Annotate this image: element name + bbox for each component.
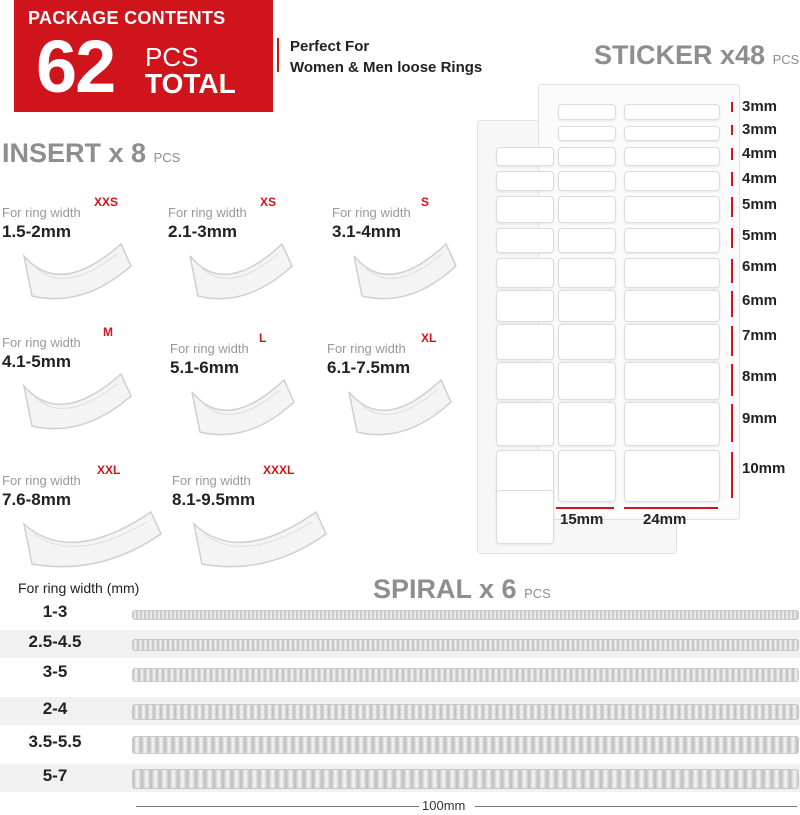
insert-width-range: 7.6-8mm: [2, 490, 71, 509]
width-bar-15: [556, 507, 614, 509]
perfect-line-1: Perfect For: [290, 38, 370, 55]
spiral-width-label: 3.5-5.5: [28, 732, 82, 751]
insert-width-label: For ring width: [332, 205, 411, 220]
insert-width-label: For ring width: [172, 473, 251, 488]
sticker-pad: [624, 171, 720, 191]
sticker-pad: [496, 171, 554, 191]
spiral-header: For ring width (mm): [18, 580, 140, 596]
sticker-pad: [496, 258, 554, 288]
sticker-pad: [624, 290, 720, 322]
width-bar-24: [624, 507, 718, 509]
sticker-pad: [558, 171, 616, 191]
sticker-pad: [558, 324, 616, 360]
insert-width-range: 3.1-4mm: [332, 222, 401, 241]
sticker-size-label: 6mm: [742, 258, 778, 275]
sticker-size-label: 8mm: [742, 368, 778, 385]
sticker-pad: [496, 490, 554, 544]
sticker-pad: [624, 104, 720, 120]
insert-size-code: M: [103, 325, 113, 339]
insert-size-code: XXXL: [263, 463, 295, 477]
width-label-24: 24mm: [643, 511, 687, 528]
insert-title-suffix: PCS: [153, 150, 181, 165]
spiral-coil: [132, 668, 799, 682]
sticker-pad: [624, 324, 720, 360]
sticker-pad: [624, 258, 720, 288]
insert-illustration: [186, 236, 296, 306]
sticker-title-suffix: PCS: [772, 52, 800, 67]
sticker-pad: [496, 362, 554, 400]
package-contents-badge: [14, 0, 273, 112]
sticker-pad: [558, 228, 616, 253]
sticker-size-label: 7mm: [742, 327, 778, 344]
size-marker-bar: [731, 197, 733, 217]
insert-width-label: For ring width: [2, 473, 81, 488]
insert-size-code: L: [259, 331, 267, 345]
sticker-pad: [558, 402, 616, 446]
sticker-pad: [496, 324, 554, 360]
spiral-width-label: 1-3: [42, 602, 68, 621]
perfect-for-text: [290, 36, 482, 78]
sticker-pad: [624, 126, 720, 141]
spiral-coil: [132, 769, 799, 789]
sticker-pad: [624, 228, 720, 253]
size-marker-bar: [731, 404, 733, 442]
perfect-line-2: Women & Men loose Rings: [290, 59, 483, 76]
sticker-pad: [496, 402, 554, 446]
insert-width-range: 8.1-9.5mm: [172, 490, 256, 509]
spiral-title: [373, 574, 551, 605]
insert-illustration: [345, 372, 455, 442]
insert-title-text: INSERT x 8: [2, 138, 147, 168]
sticker-size-label: 4mm: [742, 145, 778, 162]
size-marker-bar: [731, 364, 733, 396]
size-marker-bar: [731, 326, 733, 356]
insert-illustration: [20, 236, 135, 306]
sticker-title: [594, 40, 799, 71]
sticker-size-label: 4mm: [742, 170, 778, 187]
size-marker-bar: [731, 172, 733, 186]
sticker-pad: [624, 402, 720, 446]
sticker-pad: [496, 196, 554, 223]
insert-illustration: [20, 366, 135, 436]
insert-size-code: S: [421, 195, 430, 209]
spiral-width-label: 5-7: [42, 766, 68, 785]
sticker-size-label: 3mm: [742, 98, 778, 115]
sticker-pad: [558, 362, 616, 400]
sticker-pad: [558, 450, 616, 502]
width-label-15: 15mm: [560, 511, 604, 528]
insert-size-code: XS: [260, 195, 277, 209]
spiral-width-label: 2.5-4.5: [28, 632, 82, 651]
divider-bar: [277, 38, 279, 72]
insert-width-label: For ring width: [2, 335, 81, 350]
spiral-width-label: 3-5: [42, 662, 68, 681]
insert-width-label: For ring width: [170, 341, 249, 356]
size-marker-bar: [731, 102, 733, 112]
insert-width-range: 5.1-6mm: [170, 358, 239, 377]
badge-total: TOTAL: [145, 68, 236, 99]
sticker-pad: [624, 147, 720, 166]
sticker-pad: [624, 362, 720, 400]
spiral-coil: [132, 639, 799, 651]
insert-width-range: 2.1-3mm: [168, 222, 237, 241]
insert-illustration: [188, 372, 298, 442]
size-marker-bar: [731, 125, 733, 135]
spiral-width-label: 2-4: [42, 699, 68, 718]
sticker-size-label: 3mm: [742, 121, 778, 138]
sticker-size-label: 9mm: [742, 410, 778, 427]
badge-count: 62: [36, 25, 115, 108]
insert-width-label: For ring width: [327, 341, 406, 356]
sticker-pad: [496, 147, 554, 166]
spiral-title-text: SPIRAL x 6: [373, 574, 517, 604]
size-marker-bar: [731, 452, 733, 498]
sticker-pad: [558, 147, 616, 166]
insert-width-range: 4.1-5mm: [2, 352, 71, 371]
insert-width-label: For ring width: [168, 205, 247, 220]
sticker-size-label: 6mm: [742, 292, 778, 309]
insert-illustration: [20, 504, 165, 574]
sticker-pad: [496, 290, 554, 322]
badge-pcs: PCS: [145, 42, 199, 72]
size-marker-bar: [731, 291, 733, 317]
sticker-pad: [496, 228, 554, 253]
insert-size-code: XXS: [94, 195, 119, 209]
insert-illustration: [190, 504, 330, 574]
sticker-pad: [624, 450, 720, 502]
sticker-pad: [558, 258, 616, 288]
badge-title: PACKAGE CONTENTS: [28, 8, 226, 28]
sticker-pad: [558, 196, 616, 223]
insert-illustration: [350, 236, 460, 306]
sticker-size-label: 5mm: [742, 196, 778, 213]
size-marker-bar: [731, 228, 733, 248]
insert-size-code: XXL: [97, 463, 121, 477]
spiral-coil: [132, 610, 799, 620]
spiral-title-suffix: PCS: [524, 586, 551, 601]
spiral-coil: [132, 704, 799, 720]
sticker-pad: [624, 196, 720, 223]
length-line-right: [475, 806, 797, 807]
insert-size-code: XL: [421, 331, 437, 345]
insert-title: [2, 138, 180, 169]
insert-width-label: For ring width: [2, 205, 81, 220]
size-marker-bar: [731, 259, 733, 283]
spiral-coil: [132, 736, 799, 754]
length-line-left: [136, 806, 419, 807]
sticker-pad: [558, 126, 616, 141]
sticker-pad: [558, 104, 616, 120]
sticker-size-label: 10mm: [742, 460, 786, 477]
length-label: 100mm: [422, 798, 466, 813]
sticker-pad: [558, 290, 616, 322]
insert-width-range: 1.5-2mm: [2, 222, 71, 241]
insert-width-range: 6.1-7.5mm: [327, 358, 411, 377]
size-marker-bar: [731, 148, 733, 160]
sticker-title-text: STICKER x48: [594, 40, 766, 70]
sticker-size-label: 5mm: [742, 227, 778, 244]
